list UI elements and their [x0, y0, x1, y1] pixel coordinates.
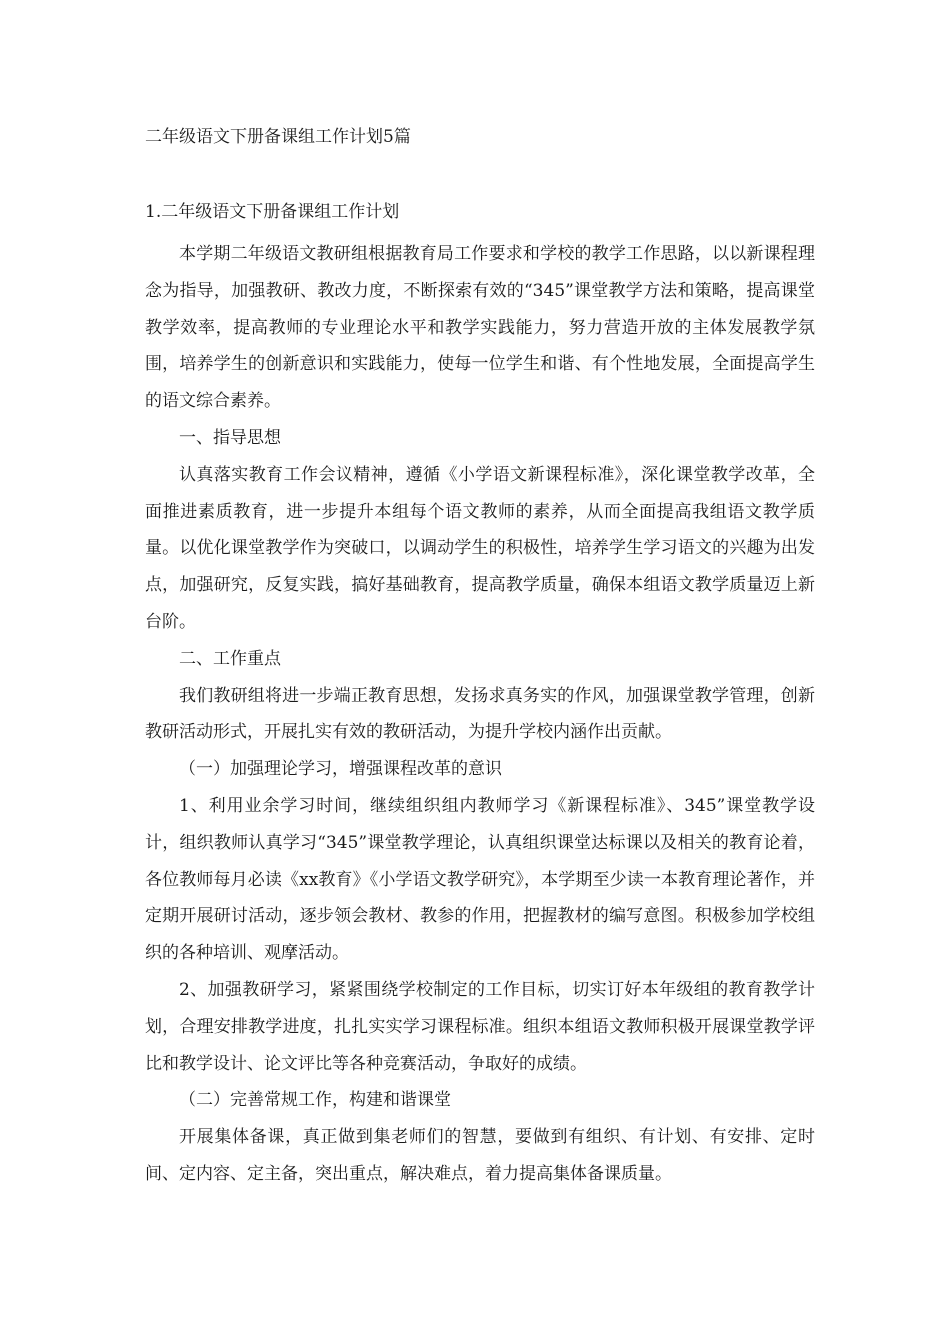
heading-work-focus: 二、工作重点 [179, 648, 281, 669]
subheading-theory-study: （一）加强理论学习，增强课程改革的意识 [179, 759, 502, 780]
collective-lesson-prep-paragraph: 开展集体备课，真正做到集老师们的智慧，要做到有组织、有计划、有安排、定时间、定内容、定主备，突出重点，解决难点，着力提高集体备课质量。 [145, 1127, 815, 1184]
intro-paragraph: 本学期二年级语文教研组根据教育局工作要求和学校的教学工作思路，以以新课程理念为指导，加强教研、教改力度，不断探索有效的“345”课堂教学方法和策略，提高课堂教学效率，提高教师的专业理论水平和教学实践能力，努力营造开放的主体发展教学氛围，培养学生的创新意识和实践能力，使每一位学生和谐、有个性地发展，全面提高学生的语文综合素养。 [145, 244, 815, 412]
document-body [145, 236, 815, 1193]
heading-guiding-ideology: 一、指导思想 [179, 427, 281, 448]
section-heading: 1.二年级语文下册备课组工作计划 [145, 202, 400, 222]
subheading-routine-work: （二）完善常规工作，构建和谐课堂 [179, 1090, 451, 1111]
item-2-paragraph: 2、加强教研学习，紧紧围绕学校制定的工作目标，切实订好本年级组的教育教学计划，合理安排教学进度，扎扎实实学习课程标准。组织本组语文教师积极开展课堂教学评比和教学设计、论文评比等各种竞赛活动，争取好的成绩。 [145, 979, 815, 1074]
work-focus-paragraph: 我们教研组将进一步端正教育思想，发扬求真务实的作风，加强课堂教学管理，创新教研活动形式，开展扎实有效的教研活动，为提升学校内涵作出贡献。 [145, 685, 815, 743]
guiding-ideology-paragraph: 认真落实教育工作会议精神，遵循《小学语文新课程标准》，深化课堂教学改革，全面推进素质教育，进一步提升本组每个语文教师的素养，从而全面提高我组语文教学质量。以优化课堂教学作为突破口，以调动学生的积极性，培养学生学习语文的兴趣为出发点，加强研究，反复实践，搞好基础教育，提高教学质量，确保本组语文教学质量迈上新台阶。 [145, 464, 815, 632]
item-1-paragraph: 1、利用业余学习时间，继续组织组内教师学习《新课程标准》、345”课堂教学设计，组织教师认真学习“345”课堂教学理论，认真组织课堂达标课以及相关的教育论着，各位教师每月必读《xx教育》《小学语文教学研究》，本学期至少读一本教育理论著作，并定期开展研讨活动，逐步领会教材、教参的作用，把握教材的编写意图。积极参加学校组织的各种培训、观摩活动。 [145, 795, 815, 964]
document-title: 二年级语文下册备课组工作计划5篇 [145, 127, 411, 147]
